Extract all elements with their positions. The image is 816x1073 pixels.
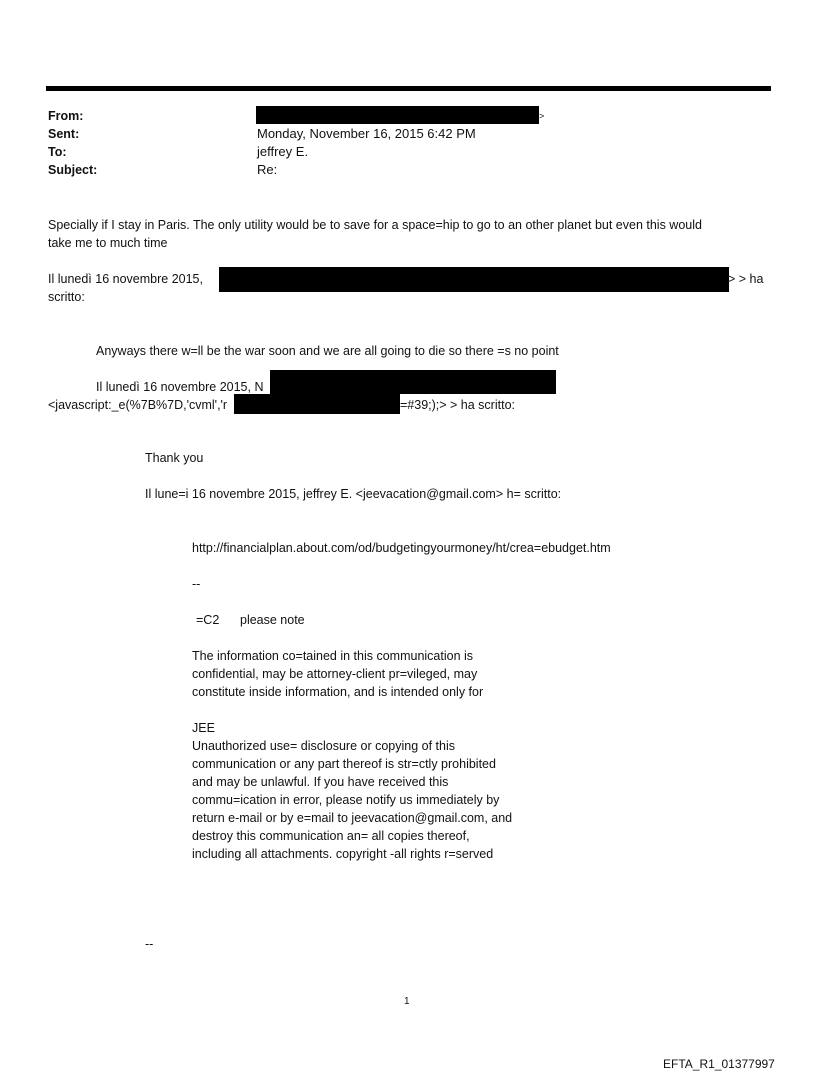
from-label: From: [48,109,84,123]
unauthorized-line: Unauthorized use= disclosure or copying of this [192,739,455,753]
para1-line1: Specially if I stay in Paris. The only utility would be to save for a space=hip to go to an other planet but even this would [48,218,702,232]
bottom-separator: -- [145,937,154,951]
unauthorized-line: communication or any part thereof is str=ctly prohibited [192,757,496,771]
quote1-suffix: > > ha [728,272,764,286]
quote2-js-prefix: <javascript:_e(%7B%7D,'cvml','r [48,398,228,412]
quote1-intro: Il lunedì 16 novembre 2015, [48,272,203,286]
note-prefix: =C2 [196,613,220,627]
page-number: 1 [404,996,410,1007]
document-id: EFTA_R1_01377997 [663,1057,775,1071]
quote3-text: Il lune=i 16 novembre 2015, jeffrey E. <jeevacation@gmail.com> h= scritto: [145,487,562,501]
confidentiality-line: constitute inside information, and is intended only for [192,685,484,699]
sent-label: Sent: [48,127,80,141]
confidentiality-line: confidential, may be attorney-client pr=vileged, may [192,667,478,681]
reply3-text: Thank you [145,451,204,465]
redaction-quote1 [219,267,729,292]
unauthorized-line: and may be unlawful. If you have received this [192,775,449,789]
header-rule [46,86,771,91]
from-suffix: > [539,111,545,121]
subject-label: Subject: [48,163,98,177]
redaction-quote2-a [270,370,556,394]
subject-value: Re: [257,162,278,177]
note-text: please note [240,613,305,627]
budget-link[interactable]: http://financialplan.about.com/od/budgetingyourmoney/ht/crea=ebudget.htm [192,541,611,555]
to-label: To: [48,145,67,159]
redaction-quote2-b [234,394,400,414]
unauthorized-line: including all attachments. copyright -all rights r=served [192,847,494,861]
reply2-text: Anyways there w=ll be the war soon and we are all going to die so there =s no point [96,344,559,358]
signature-separator: -- [192,577,201,591]
quote2-js-suffix: =#39;);> > ha scritto: [400,398,515,412]
to-value: jeffrey E. [257,144,309,159]
confidentiality-line: The information co=tained in this communication is [192,649,474,663]
quote1-line2: scritto: [48,290,85,304]
unauthorized-line: commu=ication in error, please notify us immediately by [192,793,500,807]
unauthorized-line: return e-mail or by e=mail to jeevacation@gmail.com, and [192,811,513,825]
unauthorized-line: destroy this communication an= all copies thereof, [192,829,470,843]
redaction-from [256,106,539,124]
quote2-intro: Il lunedì 16 novembre 2015, N [96,380,264,394]
sent-value: Monday, November 16, 2015 6:42 PM [257,126,476,141]
para1-line2: take me to much time [48,236,168,250]
jee-label: JEE [192,721,215,735]
